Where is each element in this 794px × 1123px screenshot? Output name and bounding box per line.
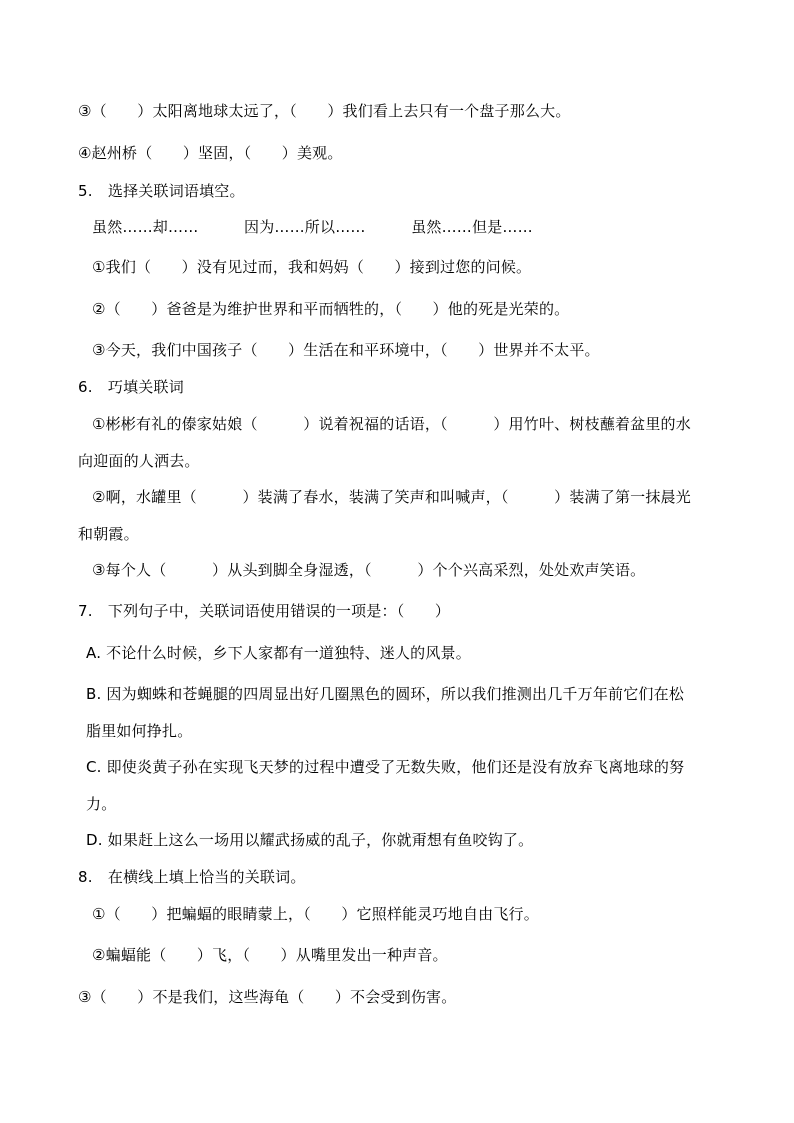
q7-option-c-line-1: C. 即使炎黄子孙在实现飞天梦的过程中遭受了无数失败，他们还是没有放弃飞离地球的努: [86, 758, 685, 776]
q8-heading: 8. 在横线上填上恰当的关联词。: [78, 868, 306, 886]
q5-item-3: ③今天，我们中国孩子（ ）生活在和平环境中，（ ）世界并不太平。: [92, 341, 600, 359]
q4-item-4: ④赵州桥（ ）坚固，（ ）美观。: [78, 144, 343, 162]
q7-option-d: D. 如果赶上这么一场用以耀武扬威的乱子，你就甭想有鱼咬钩了。: [86, 831, 534, 849]
q7-option-a: A. 不论什么时候，乡下人家都有一道独特、迷人的风景。: [86, 644, 471, 662]
q6-item-3: ③每个人（ ）从头到脚全身湿透，（ ）个个兴高采烈，处处欢声笑语。: [92, 561, 646, 579]
q7-option-b-line-1: B. 因为蜘蛛和苍蝇腿的四周显出好几圈黑色的圆环，所以我们推测出几千万年前它们在松: [86, 685, 685, 703]
q6-heading: 6. 巧填关联词: [78, 378, 184, 396]
q6-item-2-line-2: 和朝霞。: [78, 525, 139, 543]
q6-item-1-line-2: 向迎面的人洒去。: [78, 452, 200, 470]
q5-heading: 5. 选择关联词语填空。: [78, 182, 245, 200]
q8-item-2: ②蝙蝠能（ ）飞，（ ）从嘴里发出一种声音。: [92, 946, 448, 964]
q7-option-b-line-2: 脂里如何挣扎。: [86, 722, 193, 740]
q7-option-c-line-2: 力。: [86, 795, 117, 813]
q5-word-bank: 虽然……却…… 因为……所以…… 虽然……但是……: [92, 218, 533, 236]
q8-item-3: ③（ ）不是我们，这些海龟（ ）不会受到伤害。: [78, 988, 457, 1006]
q6-item-2-line-1: ②啊，水罐里（ ）装满了春水，装满了笑声和叫喊声，（ ）装满了第一抹晨光: [92, 488, 691, 506]
q4-item-3: ③（ ）太阳离地球太远了，（ ）我们看上去只有一个盘子那么大。: [78, 102, 571, 120]
q6-item-1-line-1: ①彬彬有礼的傣家姑娘（ ）说着祝福的话语，（ ）用竹叶、树枝蘸着盆里的水: [92, 415, 691, 433]
q5-item-2: ②（ ）爸爸是为维护世界和平而牺牲的，（ ）他的死是光荣的。: [92, 300, 570, 318]
q8-item-1: ①（ ）把蝙蝠的眼睛蒙上，（ ）它照样能灵巧地自由飞行。: [92, 905, 539, 923]
q5-item-1: ①我们（ ）没有见过而，我和妈妈（ ）接到过您的问候。: [92, 258, 532, 276]
q7-heading: 7. 下列句子中，关联词语使用错误的一项是：（ ）: [78, 602, 451, 620]
